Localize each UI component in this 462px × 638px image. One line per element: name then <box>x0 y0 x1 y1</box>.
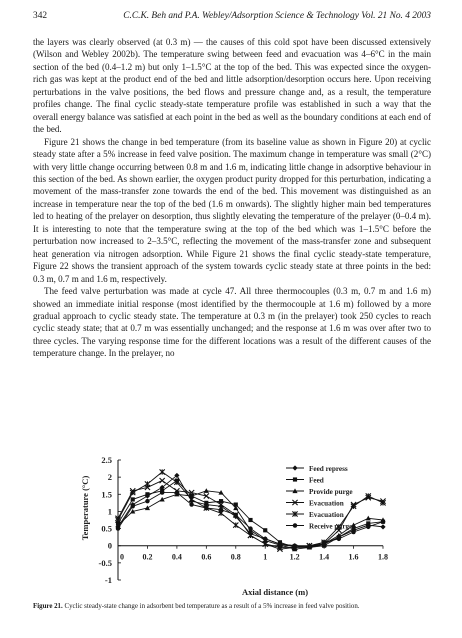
x-tick-label: 1.8 <box>378 552 388 562</box>
legend-label: Evacuation <box>309 511 344 519</box>
x-tick-label: 0.2 <box>142 552 153 562</box>
data-point <box>131 497 135 501</box>
data-point <box>160 469 165 474</box>
x-tick-label: 1.4 <box>319 552 330 562</box>
data-point <box>145 499 149 503</box>
data-point <box>145 481 150 486</box>
series-star <box>115 469 385 550</box>
paragraph: Figure 21 shows the change in bed temperature (from its baseline value as shown in Figure 20) at cyclic steady state after a 5% increase in feed valve position. The maximum change in temperature was small (2°C) with very little change occurring between 0.8 m and 1.6 m, indicating little change in adsorptive behaviour in this section of the bed. As shown earlier, the oxygen product purity dropped for this perturbation, indicating a movement of the mass-transfer zone towards the end of the bed. This movement was distinguished as an increase in temperature near the top of the bed (1.6 m onwards). The slightly higher main bed temperatures led to heating of the prelayer on desorption, thus slightly elevating the temperature of the prelayer (0–0.4 m). It is interesting to note that the temperature swing at the top of the bed which was 1–1.5°C before the perturbation now increased to 2–3.5°C, reflecting the movement of the mass-transfer zone and subsequent heat generation via nitrogen adsorption. While Figure 21 shows the final cyclic steady-state temperature, Figure 22 shows the transient approach of the system towards cyclic steady state at three points in the bed: 0.3 m, 0.7 m and 1.6 m, respectively. <box>33 136 431 284</box>
legend-label: Feed repress <box>309 465 348 473</box>
y-tick-label: 1.5 <box>101 489 112 500</box>
running-header <box>33 11 431 25</box>
data-point <box>234 513 238 517</box>
data-point <box>381 520 385 524</box>
data-point <box>322 540 326 544</box>
data-point <box>366 516 371 521</box>
data-point <box>307 544 311 548</box>
legend-label: Receive purge <box>309 522 353 531</box>
paragraph: The feed valve perturbation was made at cycle 47. All three thermocouples (0.3 m, 0.7 m and 1.6 m) showed an immediate initial response (most identified by the thermocouple at 1.6 m) followed by a more gradual approach to cyclic steady state. The temperature at 0.3 m (in the prelayer) took 250 cycles to reach cyclic steady state; that at 0.7 m was essentially unchanged; and the response at 1.6 m was over after two to three cycles. The varying response time for the different locations was a result of the different causes of the temperature change. In the prelayer, no <box>33 286 431 359</box>
x-tick-label: 0 <box>120 552 124 562</box>
temperature-line-chart <box>80 452 410 602</box>
data-point <box>189 502 193 506</box>
data-point <box>131 504 135 508</box>
data-point <box>160 478 165 483</box>
body-text <box>33 36 431 360</box>
data-point <box>248 526 252 530</box>
legend-marker <box>292 465 297 470</box>
data-point <box>204 501 208 505</box>
chart-legend <box>286 465 353 531</box>
data-point <box>233 523 238 528</box>
y-axis-label: Temperature (°C) <box>80 475 90 541</box>
y-tick-label: -0.5 <box>98 557 112 568</box>
legend-label: Feed <box>309 476 324 485</box>
data-point <box>145 505 150 510</box>
data-point <box>145 492 149 496</box>
data-point <box>263 537 267 541</box>
caption-label: Figure 21. <box>33 603 63 610</box>
data-point <box>263 528 267 532</box>
y-tick-label: -1 <box>104 575 112 585</box>
data-point <box>337 537 341 541</box>
x-tick-label: 1 <box>263 552 268 562</box>
paragraph: the layers was clearly observed (at 0.3 m) — the causes of this cold spot have been discussed extensively (Wilson and Webley 2002b). The temperature swing between feed and evacuation was 4–6°C in the main section of the bed (0.4–1.2 m) but only 1–1.5°C at the top of the bed. This was expected since the oxygen-rich gas was kept at the product end of the bed and little adsorption/desorption occurs here. Upon receiving perturbations in the valve positions, the bed flows and pressure change and, as a result, the temperature profiles change. The final cyclic steady-state temperature profile was established in such a way that the overall energy balance was satisfied at each point in the bed as well as the boundary conditions at each end of the bed. <box>33 37 431 135</box>
chart-series <box>115 469 385 551</box>
data-point <box>248 533 253 538</box>
legend-label: Provide purge <box>309 488 353 496</box>
data-point <box>380 524 385 529</box>
data-point <box>116 526 120 530</box>
legend-marker <box>293 523 297 527</box>
data-point <box>204 506 208 510</box>
x-tick-label: 0.4 <box>171 552 182 562</box>
figure-caption <box>33 602 443 611</box>
y-tick-label: 0 <box>107 540 112 551</box>
x-tick-label: 0.8 <box>230 552 241 562</box>
y-tick-label: 2.5 <box>101 455 112 465</box>
data-point <box>292 544 296 548</box>
data-point <box>189 497 194 502</box>
data-point <box>219 508 223 512</box>
data-point <box>248 518 252 522</box>
data-point <box>204 488 209 493</box>
running-title: C.C.K. Beh and P.A. Webley/Adsorption Science & Technology Vol. 21 No. 4 2003 <box>123 11 431 21</box>
y-tick-label: 0.5 <box>101 523 112 534</box>
legend-marker <box>293 477 297 481</box>
x-tick-label: 0.6 <box>201 552 212 562</box>
x-tick-label: 1.6 <box>348 552 359 562</box>
data-point <box>175 490 179 494</box>
x-axis-label: Axial distance (m) <box>241 587 309 597</box>
page-number: 342 <box>33 11 48 21</box>
caption-text: Cyclic steady-state change in adsorbent bed temperature as a result of a 5% increase in feed valve position. <box>64 603 360 610</box>
data-point <box>278 542 282 546</box>
data-point <box>160 490 164 494</box>
data-point <box>366 525 370 529</box>
figure-21 <box>80 452 410 602</box>
y-tick-label: 2 <box>107 472 112 483</box>
legend-label: Evacuation <box>309 499 344 508</box>
x-tick-label: 1.2 <box>289 552 300 562</box>
y-tick-label: 1 <box>107 506 112 517</box>
